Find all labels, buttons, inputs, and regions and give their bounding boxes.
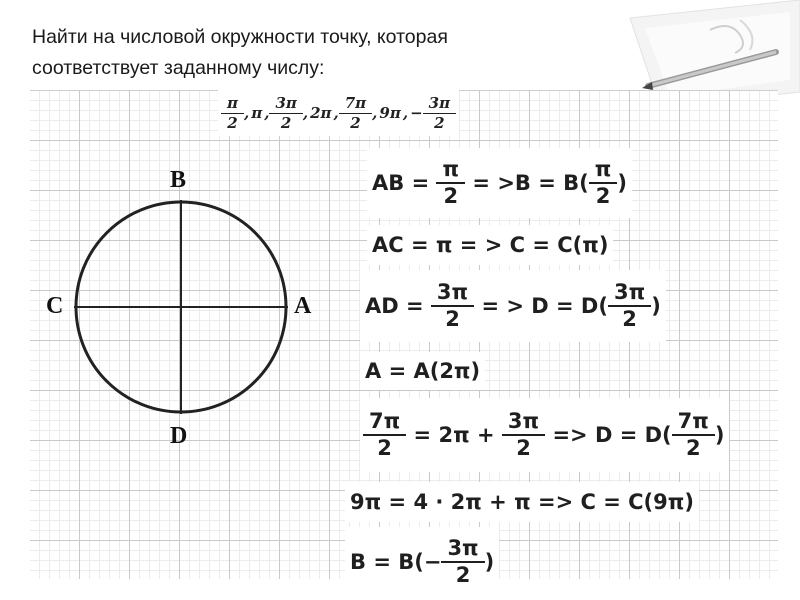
equation-fraction bbox=[675, 411, 712, 459]
equation-text: B = B(− bbox=[350, 550, 442, 574]
equation-text: = >B = B( bbox=[465, 171, 589, 195]
number-value: π bbox=[251, 104, 263, 122]
equation-text: = 2π + bbox=[406, 423, 502, 447]
equation-ac bbox=[367, 225, 613, 265]
fraction-denominator: 2 bbox=[339, 113, 372, 131]
fraction-denominator: 2 bbox=[431, 305, 474, 330]
fraction-numerator: 3π bbox=[275, 93, 297, 112]
number-separator: , bbox=[243, 104, 250, 122]
fraction-denominator: 2 bbox=[608, 305, 651, 330]
equation-text: AB = bbox=[372, 171, 437, 195]
fraction-numerator: 7π bbox=[677, 409, 709, 433]
point-label-c: C bbox=[46, 293, 64, 319]
equation-ad bbox=[360, 270, 666, 342]
equation-text: AD = bbox=[365, 294, 431, 318]
equation-fraction bbox=[434, 282, 471, 330]
equation-text: ) bbox=[651, 294, 661, 318]
equation-fraction bbox=[366, 411, 403, 459]
number-separator: , bbox=[302, 104, 309, 122]
fraction-denominator: 2 bbox=[363, 434, 406, 459]
number-value: 9π bbox=[379, 104, 401, 122]
point-label-a: A bbox=[294, 293, 312, 319]
fraction-numerator: 7π bbox=[369, 409, 401, 433]
fraction-numerator: 3π bbox=[428, 93, 451, 112]
point-label-d: D bbox=[170, 423, 188, 449]
equation-a bbox=[360, 352, 485, 390]
point-label-b: B bbox=[170, 167, 187, 193]
number-separator: , bbox=[402, 104, 409, 122]
equation-text: A = A(2π) bbox=[365, 359, 481, 383]
fraction-numerator: 3π bbox=[507, 409, 540, 433]
equation-fraction bbox=[611, 282, 648, 330]
number-separator: , bbox=[333, 104, 339, 122]
fraction-numerator: 3π bbox=[447, 536, 479, 560]
equation-text: = > D = D( bbox=[474, 294, 608, 318]
fraction-numerator: 7π bbox=[344, 93, 367, 112]
fraction-denominator: 2 bbox=[269, 113, 302, 131]
equation-text: ) bbox=[714, 423, 725, 447]
equation-fraction bbox=[505, 411, 542, 459]
fraction-denominator: 2 bbox=[221, 113, 244, 131]
fraction-denominator: 2 bbox=[441, 561, 484, 586]
equation-fraction bbox=[592, 159, 615, 207]
equation-text: ) bbox=[484, 550, 495, 574]
number-sign: − bbox=[410, 104, 423, 122]
fraction-numerator: 3π bbox=[613, 280, 646, 304]
task-title-line-2: соответствует заданному числу: bbox=[32, 57, 325, 79]
fraction-numerator: π bbox=[227, 93, 238, 112]
equation-minus-three-pi-halves bbox=[345, 527, 499, 597]
equation-fraction bbox=[444, 538, 481, 586]
equation-nine-pi bbox=[345, 482, 699, 522]
fraction-numerator: π bbox=[442, 157, 460, 181]
equation-text: ) bbox=[617, 171, 627, 195]
fraction-denominator: 2 bbox=[436, 182, 465, 207]
number-value: 2π bbox=[310, 104, 332, 122]
equation-seven-pi-halves bbox=[360, 398, 729, 472]
fraction-numerator: 3π bbox=[436, 280, 469, 304]
fraction-denominator: 2 bbox=[423, 113, 456, 131]
number-separator: , bbox=[372, 104, 378, 122]
fraction-denominator: 2 bbox=[502, 434, 545, 459]
equation-text: => D = D( bbox=[545, 423, 672, 447]
equation-fraction bbox=[439, 159, 462, 207]
fraction-denominator: 2 bbox=[589, 182, 618, 207]
equation-text: 9π = 4 · 2π + π => C = C(9π) bbox=[350, 490, 694, 514]
number-separator: , bbox=[264, 104, 270, 122]
task-title-line-1: Найти на числовой окружности точку, которая bbox=[32, 26, 448, 48]
fraction-denominator: 2 bbox=[672, 434, 715, 459]
equation-ab bbox=[367, 148, 632, 218]
fraction-numerator: π bbox=[594, 157, 612, 181]
equation-text: AC = π = > C = C(π) bbox=[372, 233, 609, 257]
